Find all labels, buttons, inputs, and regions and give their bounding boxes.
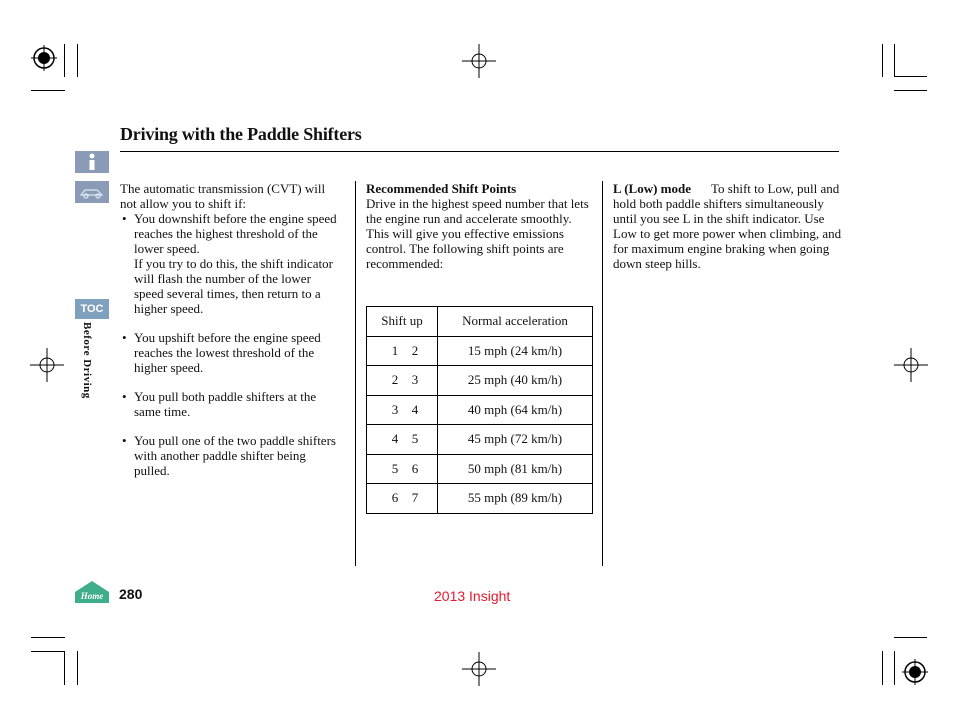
- shift-cell: 4 5: [367, 425, 438, 455]
- section-heading: Recommended Shift Points: [366, 181, 517, 196]
- column-3: [613, 181, 843, 271]
- shift-cell: 5 6: [367, 454, 438, 484]
- info-icon[interactable]: [75, 151, 109, 173]
- table-row: [367, 336, 593, 366]
- speed-cell: 15 mph (24 km/h): [438, 336, 593, 366]
- registration-mark-bottom-right: [901, 658, 929, 686]
- speed-cell: 55 mph (89 km/h): [438, 484, 593, 514]
- table-row: [367, 366, 593, 396]
- table-header: Shift up: [367, 307, 438, 337]
- toc-button[interactable]: TOC: [75, 299, 109, 319]
- column-2: [366, 181, 594, 271]
- title-rule: [120, 151, 839, 152]
- shift-cell: 3 4: [367, 395, 438, 425]
- table-row: [367, 425, 593, 455]
- table-row: [367, 395, 593, 425]
- page-title: Driving with the Paddle Shifters: [120, 124, 362, 144]
- speed-cell: 25 mph (40 km/h): [438, 366, 593, 396]
- list-item: • You upshift before the engine speed reaches the lowest threshold of the higher speed.: [120, 330, 342, 375]
- speed-cell: 45 mph (72 km/h): [438, 425, 593, 455]
- crosshair-right: [894, 348, 928, 382]
- speed-cell: 40 mph (64 km/h): [438, 395, 593, 425]
- list-item-note: If you try to do this, the shift indicator will flash the number of the lower speed several times, then return to a higher speed.: [134, 256, 333, 316]
- document-title[interactable]: 2013 Insight: [434, 588, 511, 604]
- page-number: 280: [119, 586, 143, 602]
- home-label: Home: [80, 591, 104, 601]
- list-item: • You pull both paddle shifters at the same time.: [120, 389, 342, 419]
- list-item: • You pull one of the two paddle shifters with another paddle shifter being pulled.: [120, 433, 342, 478]
- table-row: [367, 484, 593, 514]
- column-divider: [602, 181, 603, 566]
- table-row: [367, 454, 593, 484]
- list-item: • You downshift before the engine speed reaches the highest threshold of the lower speed.: [120, 211, 342, 256]
- table-header: Normal acceleration: [438, 307, 593, 337]
- shift-points-table: [366, 306, 593, 514]
- crosshair-top: [462, 44, 496, 78]
- shift-cell: 1 2: [367, 336, 438, 366]
- speed-cell: 50 mph (81 km/h): [438, 454, 593, 484]
- crosshair-left: [30, 348, 64, 382]
- column-1: [120, 181, 342, 478]
- vehicle-controls-icon[interactable]: [75, 181, 109, 203]
- section-label: Before Driving: [81, 322, 93, 399]
- crosshair-bottom: [462, 652, 496, 686]
- shift-cell: 6 7: [367, 484, 438, 514]
- section-heading: L (Low) mode: [613, 181, 691, 196]
- table-header-row: [367, 307, 593, 337]
- shift-cell: 2 3: [367, 366, 438, 396]
- registration-mark-top-left: [30, 44, 58, 72]
- intro-text: The automatic transmission (CVT) will not allow you to shift if:: [120, 181, 326, 211]
- section-text: To shift to Low, pull and hold both paddle shifters simultaneously until you see L in the shift indicator. Use Low to get more power when climbing, and for maximum engine braking when going down steep hills.: [613, 181, 842, 271]
- section-text: Drive in the highest speed number that lets the engine run and accelerate smoothly. This will give you effective emissions control. The following shift points are recommended:: [366, 196, 589, 271]
- home-button[interactable]: [74, 580, 110, 604]
- column-divider: [355, 181, 356, 566]
